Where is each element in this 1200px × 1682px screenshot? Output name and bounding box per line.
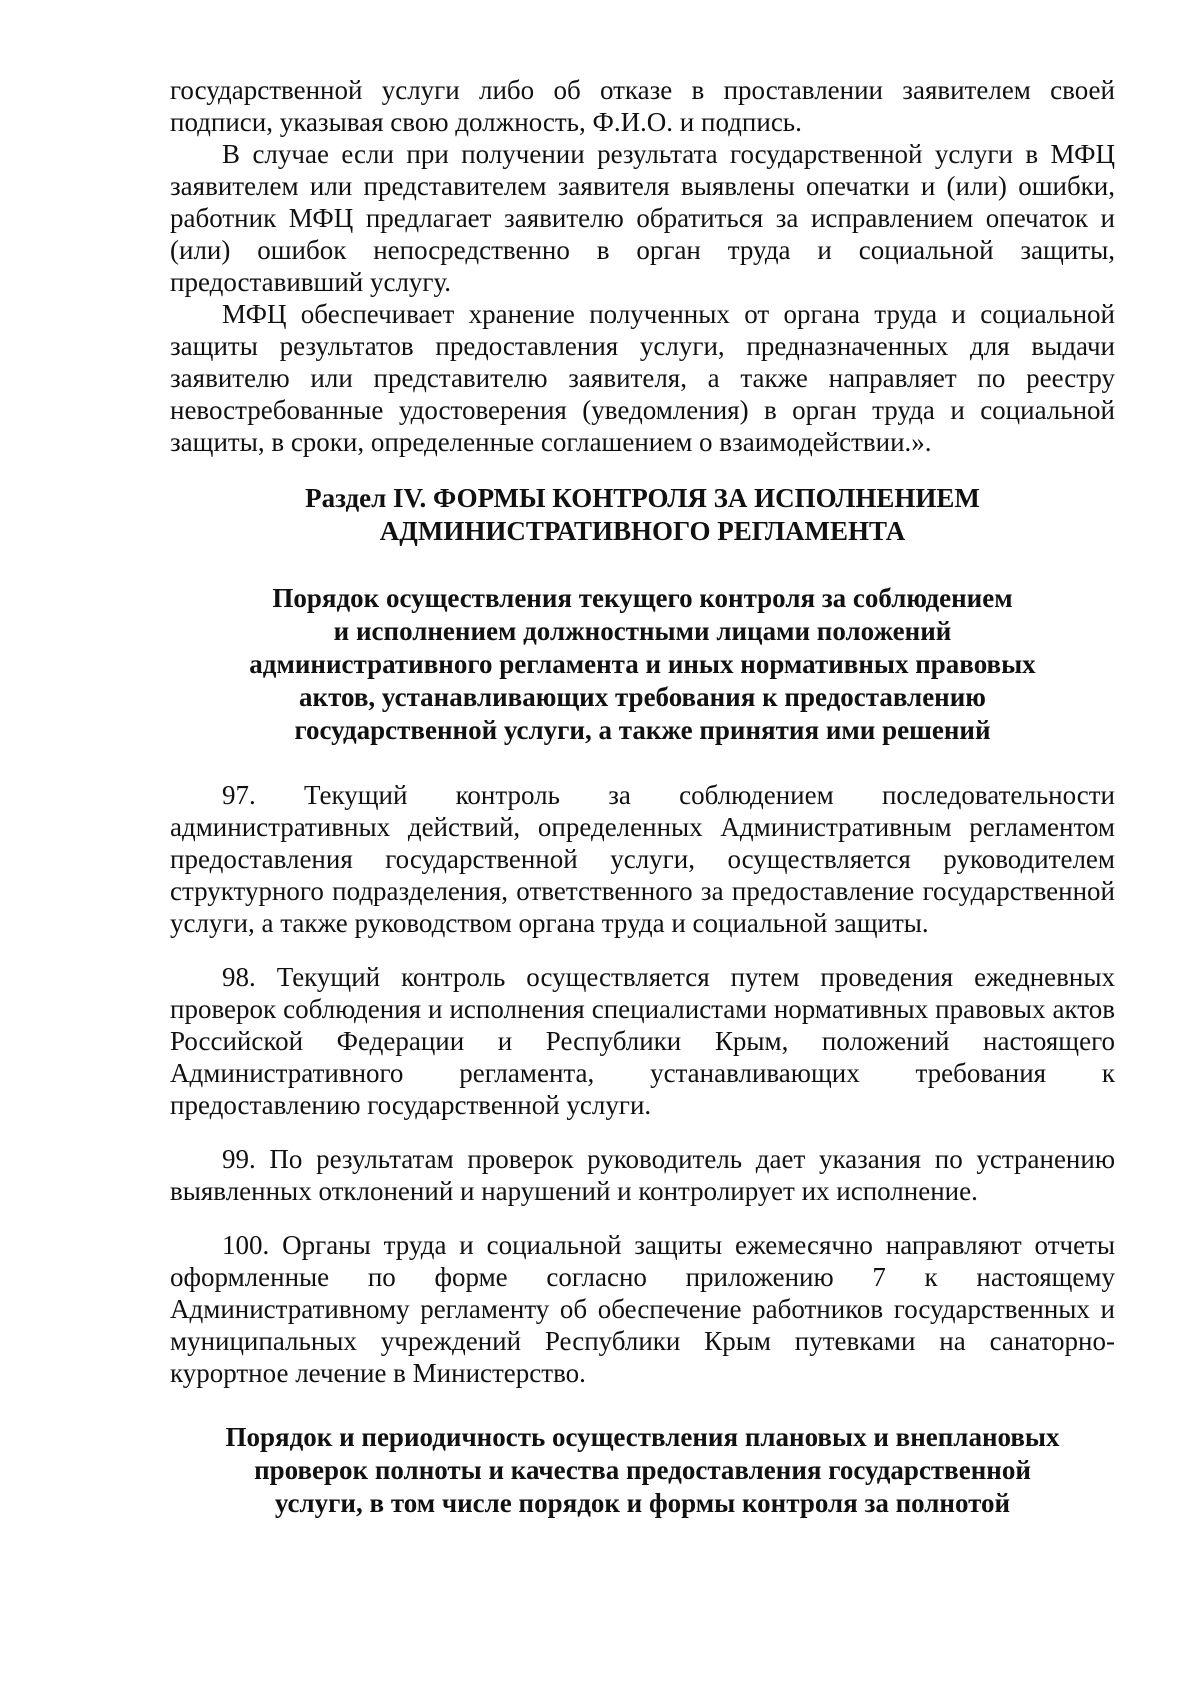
paragraph-continuation: государственной услуги либо об отказе в проставлении заявителем своей подписи, указывая свою должность, Ф.И.О. и подпись. [170,75,1115,137]
subheading-2-line-2: проверок полноты и качества предоставления государственной [254,1455,1031,1485]
paragraph-mfc-errors: В случае если при получении результата государственной услуги в МФЦ заявителем или представителем заявителя выявлены опечатки и (или) ошибки, работник МФЦ предлагает заявителю обратиться за исправлением опечаток и (или) ошибок непосредственно в орган труда и социальной защиты, предоставивший услугу. [170,139,1115,297]
subheading-current-control [170,582,1115,747]
subheading-1-line-4: актов, устанавливающих требования к предоставлению [299,682,986,712]
clause-99: 99. По результатам проверок руководитель дает указания по устранению выявленных отклонений и нарушений и контролирует их исполнение. [170,1144,1115,1206]
subheading-2-line-1: Порядок и периодичность осуществления плановых и внеплановых [225,1422,1060,1452]
subheading-2-line-3: услуги, в том числе порядок и формы контроля за полнотой [274,1488,1011,1518]
clause-100: 100. Органы труда и социальной защиты ежемесячно направляют отчеты оформленные по форме согласно приложению 7 к настоящему Административному регламенту об обеспечение работников государственных и муниципальных учреждений Республики Крым путевками на санаторно-курортное лечение в Министерство. [170,1230,1115,1388]
clause-97: 97. Текущий контроль за соблюдением последовательности административных действий, определенных Административным регламентом предоставления государственной услуги, осуществляется руководителем структурного подразделения, ответственного за предоставление государственной услуги, а также руководством органа труда и социальной защиты. [170,780,1115,938]
subheading-inspections [170,1421,1115,1520]
section-heading [170,482,1115,548]
section-heading-line-2: АДМИНИСТРАТИВНОГО РЕГЛАМЕНТА [379,516,906,546]
section-heading-line-1: Раздел IV. ФОРМЫ КОНТРОЛЯ ЗА ИСПОЛНЕНИЕМ [305,483,980,513]
document-page [170,74,1115,1520]
subheading-1-line-2: и исполнением должностными лицами положений [333,616,952,646]
clause-98: 98. Текущий контроль осуществляется путем проведения ежедневных проверок соблюдения и исполнения специалистами нормативных правовых актов Российской Федерации и Республики Крым, положений настоящего Административного регламента, устанавливающих требования к предоставлению государственной услуги. [170,962,1115,1120]
subheading-1-line-1: Порядок осуществления текущего контроля за соблюдением [272,583,1013,613]
subheading-1-line-5: государственной услуги, а также принятия ими решений [294,715,991,745]
paragraph-mfc-storage: МФЦ обеспечивает хранение полученных от органа труда и социальной защиты результатов предоставления услуги, предназначенных для выдачи заявителю или представителю заявителя, а также направляет по реестру невостребованные удостоверения (уведомления) в орган труда и социальной защиты, в сроки, определенные соглашением о взаимодействии.». [170,299,1115,457]
subheading-1-line-3: административного регламента и иных нормативных правовых [249,649,1036,679]
